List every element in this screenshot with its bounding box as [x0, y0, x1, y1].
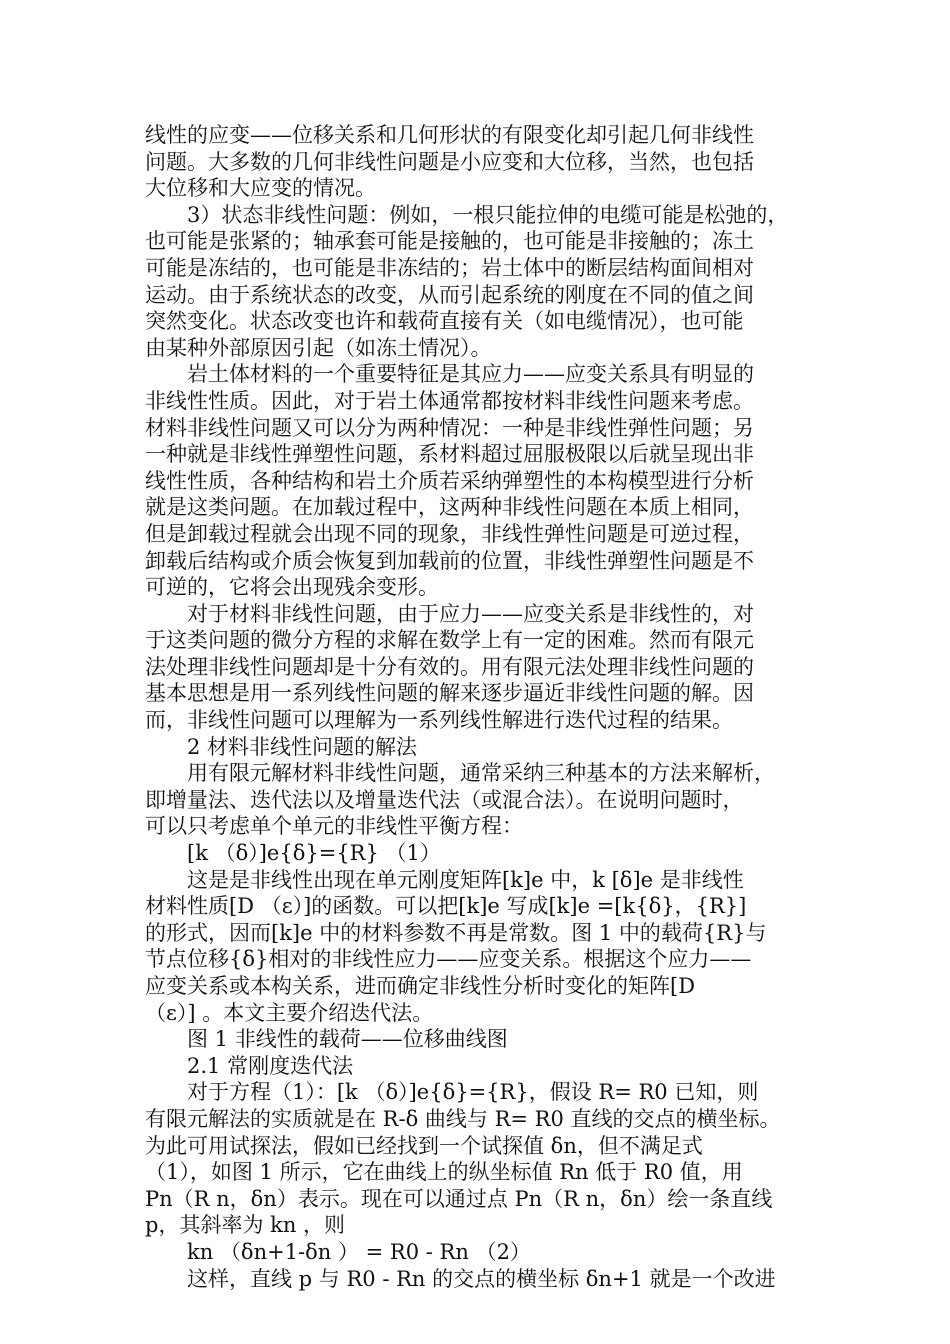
- text-line: 线性的应变——位移关系和几何形状的有限变化却引起几何非线性: [145, 123, 754, 147]
- text-line: 为此可用试探法，假如已经找到一个试探值 δn，但不满足式: [145, 1133, 703, 1158]
- text-line: 可能是冻结的，也可能是非冻结的；岩土体中的断层结构面间相对: [145, 255, 754, 280]
- text-line: 但是卸载过程就会出现不同的现象，非线性弹性问题是可逆过程，: [145, 521, 754, 546]
- text-line: p，其斜率为 kn ，则: [145, 1213, 346, 1238]
- text-line: 材料非线性问题又可以分为两种情况：一种是非线性弹性问题；另: [145, 415, 754, 440]
- text-line: 对于材料非线性问题，由于应力——应变关系是非线性的，对: [187, 601, 754, 626]
- text-line: 图 1 非线性的载荷——位移曲线图: [187, 1027, 508, 1052]
- text-line: 也可能是张紧的；轴承套可能是接触的，也可能是非接触的；冻土: [145, 229, 754, 254]
- text-line: 2 材料非线性问题的解法: [187, 734, 418, 759]
- text-line: 即增量法、迭代法以及增量迭代法（或混合法）。在说明问题时，: [145, 787, 744, 812]
- text-line: Pn（R n，δn）表示。现在可以通过点 Pn（R n，δn）绘一条直线: [145, 1186, 773, 1211]
- text-line: 对于方程（1）：[k （δ）]e{δ}={R}，假设 R= R0 已知，则: [187, 1080, 759, 1105]
- text-line: 突然变化。状态改变也许和载荷直接有关（如电缆情况），也可能: [145, 309, 744, 334]
- text-line: 而，非线性问题可以理解为一系列线性解进行迭代过程的结果。: [145, 708, 733, 733]
- text-line: 岩土体材料的一个重要特征是其应力——应变关系具有明显的: [187, 362, 754, 387]
- text-line: 节点位移{δ}相对的非线性应力——应变关系。根据这个应力——: [145, 947, 752, 972]
- text-line: 用有限元解材料非线性问题，通常采纳三种基本的方法来解析，: [187, 761, 775, 786]
- text-line: 一种就是非线性弹塑性问题，系材料超过屈服极限以后就呈现出非: [145, 442, 754, 467]
- text-line: [k （δ）]e{δ}={R} （1）: [187, 841, 441, 866]
- text-line: （ε）] 。本文主要介绍迭代法。: [145, 1000, 434, 1025]
- text-line: 问题。大多数的几何非线性问题是小应变和大位移，当然，也包括: [145, 149, 754, 174]
- text-line: 可以只考虑单个单元的非线性平衡方程：: [145, 814, 523, 839]
- text-line: 法处理非线性问题却是十分有效的。用有限元法处理非线性问题的: [145, 654, 754, 679]
- text-line: 由某种外部原因引起（如冻土情况）。: [145, 335, 492, 360]
- text-line: 基本思想是用一系列线性问题的解来逐步逼近非线性问题的解。因: [145, 681, 754, 706]
- text-line: 2.1 常刚度迭代法: [187, 1053, 354, 1078]
- text-line: 材料性质[D （ε）]的函数。可以把[k]e 写成[k]e =[k{δ}，{R}]: [145, 894, 747, 919]
- document-page: [145, 122, 815, 1292]
- text-line: 于这类问题的微分方程的求解在数学上有一定的困难。然而有限元: [145, 628, 754, 653]
- text-line: 3）状态非线性问题：例如，一根只能拉伸的电缆可能是松弛的，: [187, 202, 789, 227]
- text-line: 非线性性质。因此，对于岩土体通常都按材料非线性问题来考虑。: [145, 388, 754, 413]
- text-line: 可逆的，它将会出现残余变形。: [145, 575, 439, 600]
- text-line: 这样，直线 p 与 R0 - Rn 的交点的横坐标 δn+1 就是一个改进: [187, 1266, 776, 1291]
- text-line: 卸载后结构或介质会恢复到加载前的位置，非线性弹塑性问题是不: [145, 548, 754, 573]
- text-line: 这是是非线性出现在单元刚度矩阵[k]e 中，k [δ]e 是非线性: [187, 867, 744, 892]
- text-line: 的形式，因而[k]e 中的材料参数不再是常数。图 1 中的载荷{R}与: [145, 920, 767, 945]
- text-line: 应变关系或本构关系，进而确定非线性分析时变化的矩阵[D: [145, 974, 696, 998]
- text-line: 大位移和大应变的情况。: [145, 176, 376, 201]
- text-line: 运动。由于系统状态的改变，从而引起系统的刚度在不同的值之间: [145, 282, 754, 307]
- text-line: 有限元解法的实质就是在 R-δ 曲线与 R= R0 直线的交点的横坐标。: [145, 1106, 781, 1131]
- text-line: kn （δn+1-δn ） = R0 - Rn （2）: [187, 1239, 531, 1264]
- text-line: 就是这类问题。在加载过程中，这两种非线性问题在本质上相同，: [145, 495, 754, 520]
- text-line: （1），如图 1 所示，它在曲线上的纵坐标值 Rn 低于 R0 值，用: [145, 1160, 743, 1185]
- text-line: 线性性质，各种结构和岩土介质若采纳弹塑性的本构模型进行分析: [145, 468, 754, 493]
